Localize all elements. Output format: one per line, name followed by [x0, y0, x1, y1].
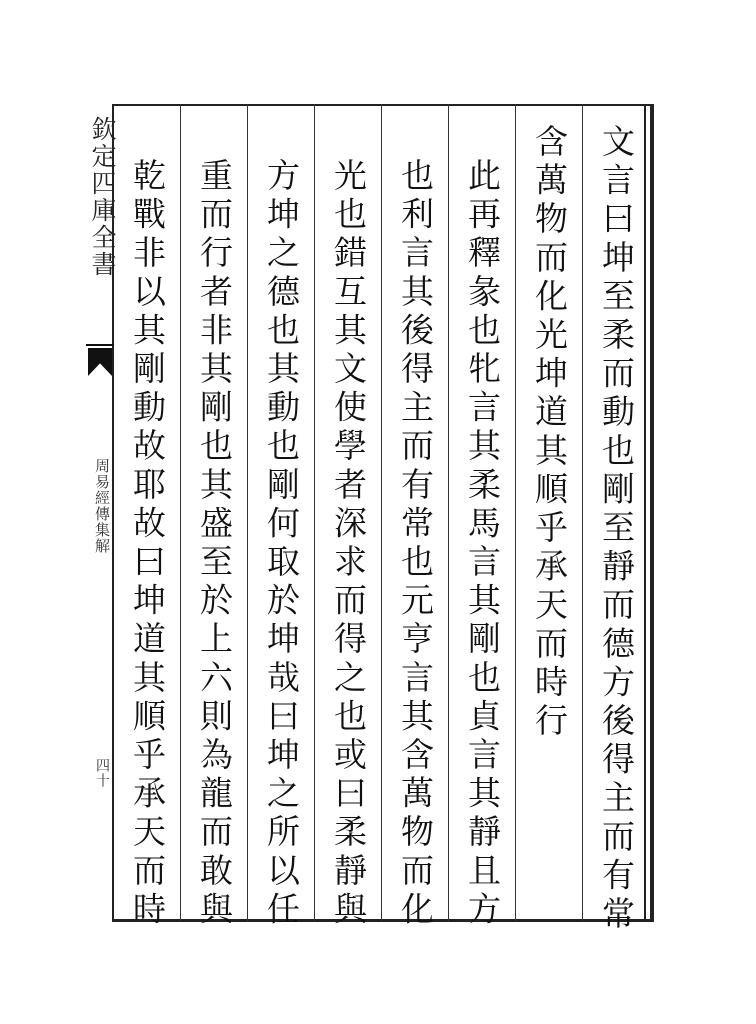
column-rule	[381, 104, 382, 922]
fish-tail-rule	[86, 344, 114, 346]
column-rule	[247, 104, 248, 922]
frame-double-rule	[644, 104, 646, 922]
chapter-title: 周易經傳集解	[93, 458, 111, 554]
text-column-6: 方坤之德也其動也剛何取於坤哉曰坤之所以任	[262, 158, 301, 930]
book-title: 欽定四庫全書	[88, 116, 117, 278]
text-column-2: 含萬物而化光坤道其順乎承天而時行	[530, 124, 569, 742]
column-rule	[515, 104, 516, 922]
text-column-7: 重而行者非其剛也其盛至於上六則為龍而敢與	[195, 158, 234, 930]
column-rule	[180, 104, 181, 922]
column-rule	[582, 104, 583, 922]
fish-tail-icon	[88, 348, 112, 376]
column-rule	[448, 104, 449, 922]
text-column-5: 光也錯互其文使學者深求而得之也或曰柔靜與	[329, 158, 368, 930]
page-number: 四十	[94, 758, 110, 788]
text-column-1: 文言曰坤至柔而動也剛至靜而德方後得主而有常	[597, 124, 636, 935]
text-column-3: 此再釋彖也牝言其柔馬言其剛也貞言其靜且方	[463, 158, 502, 930]
text-column-8: 乾戰非以其剛動故耶故曰坤道其順乎承天而時	[128, 158, 167, 930]
text-column-4: 也利言其後得主而有常也元亨言其含萬物而化	[396, 158, 435, 930]
column-rule	[314, 104, 315, 922]
